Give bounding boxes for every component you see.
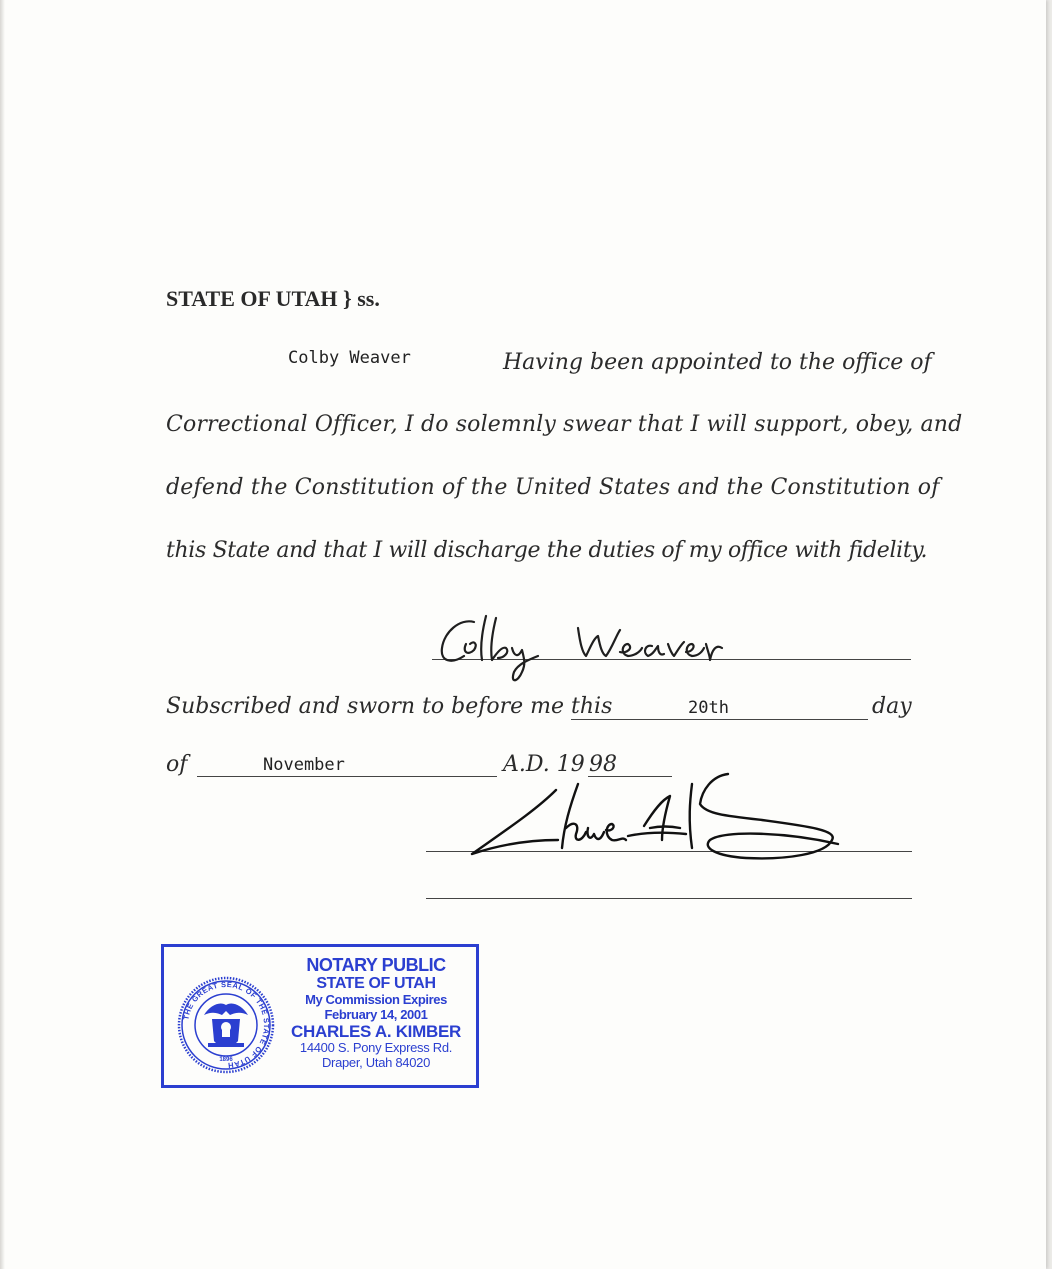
day-value: 20th xyxy=(688,698,729,718)
of-label: of xyxy=(166,752,188,777)
year-value: 98 xyxy=(589,752,617,777)
oath-text-line-2: Correctional Officer, I do solemnly swear that I will support, obey, and xyxy=(166,412,963,437)
stamp-address-line-1: 14400 S. Pony Express Rd. xyxy=(299,1040,453,1056)
month-value: November xyxy=(263,755,345,775)
day-label: day xyxy=(872,694,912,719)
stamp-notary-name: CHARLES A. KIMBER xyxy=(291,1022,461,1042)
notary-second-line xyxy=(426,898,912,899)
oath-text-line-4: this State and that I will discharge the duties of my office with fidelity. xyxy=(166,538,928,563)
seal-ring-text: THE GREAT SEAL OF THE STATE OF UTAH xyxy=(181,979,272,1071)
officer-signature xyxy=(430,608,730,688)
stamp-commission-label: My Commission Expires xyxy=(305,992,447,1008)
page-edge-shadow xyxy=(0,0,5,1269)
stamp-title: NOTARY PUBLIC xyxy=(306,955,446,975)
notary-signature xyxy=(466,770,846,870)
stamp-commission-date: February 14, 2001 xyxy=(324,1006,428,1022)
notary-stamp-text xyxy=(282,955,470,1070)
notary-stamp xyxy=(161,944,479,1088)
oath-text-line-3: defend the Constitution of the United States and the Constitution of xyxy=(166,475,940,500)
state-heading: STATE OF UTAH } ss. xyxy=(166,286,380,311)
ad-label: A.D. 19 xyxy=(503,752,585,777)
month-blank-line xyxy=(197,776,497,777)
stamp-address-line-2: Draper, Utah 84020 xyxy=(321,1054,431,1070)
subscribed-text: Subscribed and sworn to before me this xyxy=(166,694,613,719)
typed-officer-name: Colby Weaver xyxy=(288,348,411,368)
oath-text-line-1: Having been appointed to the office of xyxy=(503,350,932,375)
stamp-state: STATE OF UTAH xyxy=(316,975,436,993)
seal-year: 1896 xyxy=(219,1057,233,1063)
utah-state-seal-icon xyxy=(176,975,276,1080)
day-blank-line xyxy=(571,719,868,720)
